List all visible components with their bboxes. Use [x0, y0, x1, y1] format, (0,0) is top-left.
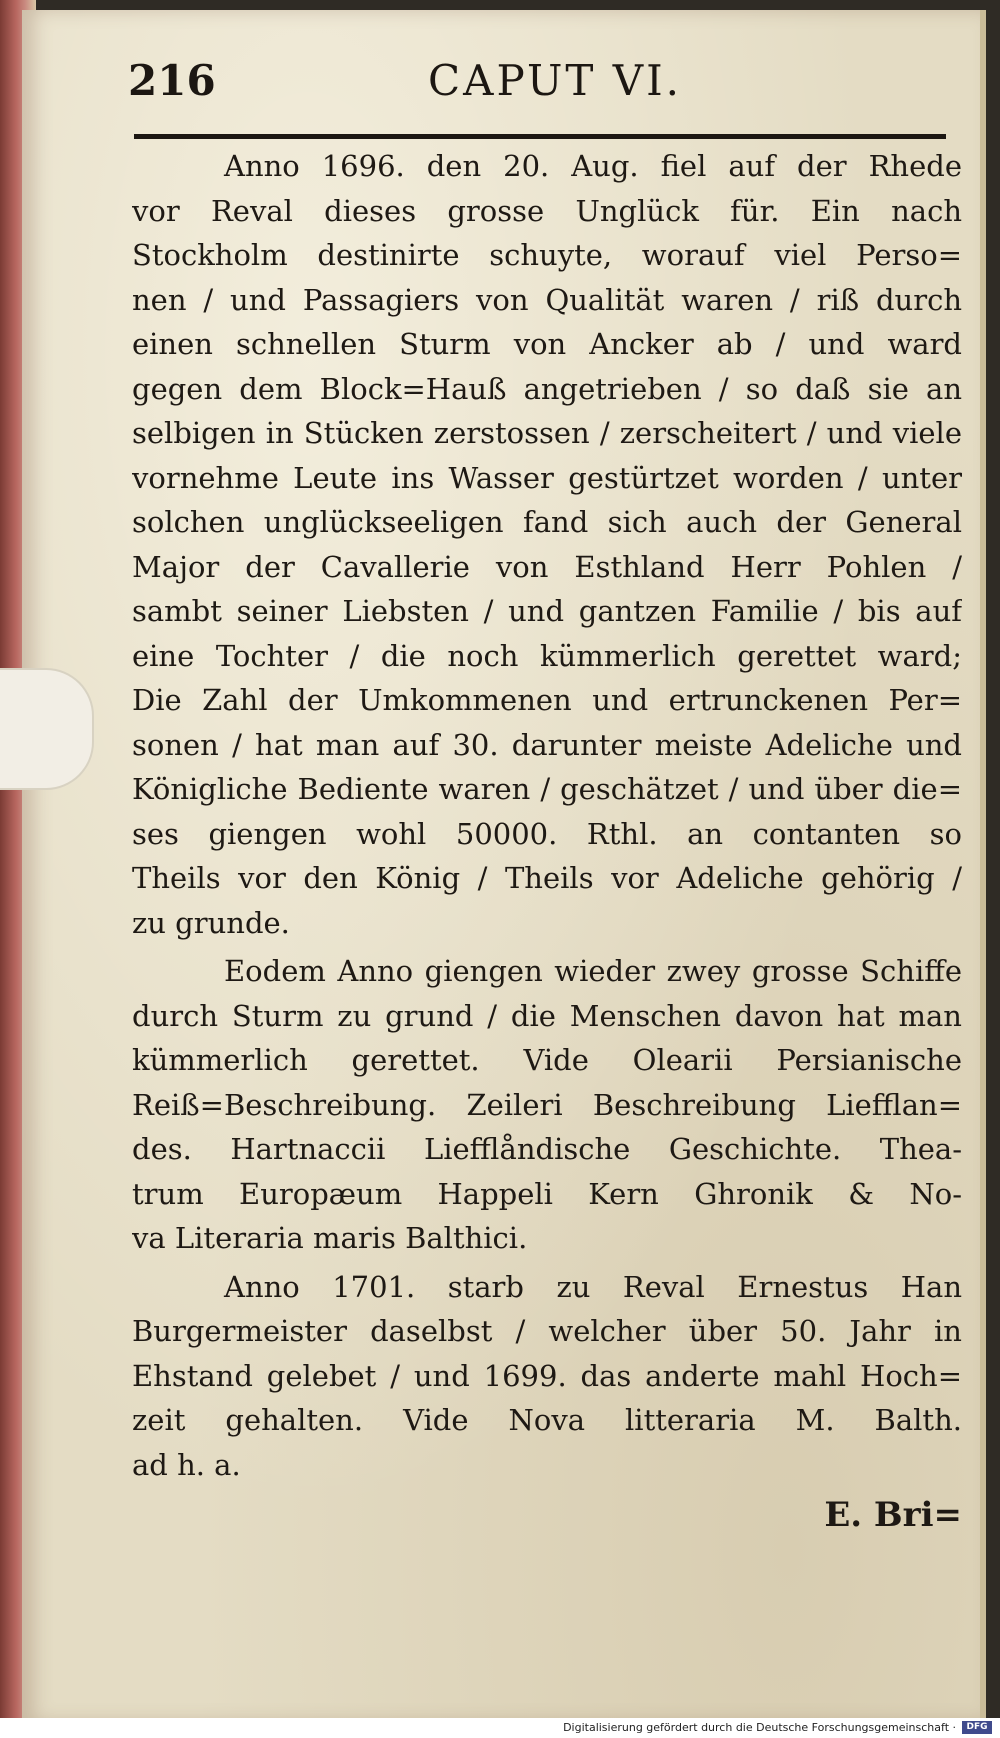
- text-line: Reiß=Beschreibung. Zeileri Beschreibung Liefflan=: [132, 1087, 962, 1122]
- text-line: sonen / hat man auf 30. darunter meiste Adeliche und: [132, 727, 962, 762]
- text-line: eine Tochter / die noch kümmerlich gerettet ward;: [132, 638, 962, 673]
- text-line: Burgermeister daselbst / welcher über 50. Jahr in: [132, 1314, 962, 1348]
- text-line: selbigen in Stücken zerstossen / zerscheitert / und viele: [132, 416, 962, 450]
- text-line: zeit gehalten. Vide Nova litteraria M. Balth.: [132, 1403, 962, 1437]
- text-line: ses giengen wohl 50000. Rthl. an contanten so: [132, 816, 962, 851]
- funding-credit: Digitalisierung gefördert durch die Deutsche Forschungsgemeinschaft ·: [563, 1721, 956, 1734]
- text-line: Die Zahl der Umkommenen und ertrunckenen Per=: [132, 683, 962, 717]
- text-line: vornehme Leute ins Wasser gestürtzet worden / unter: [132, 460, 962, 495]
- header-rule: [134, 134, 946, 139]
- page-number: 216: [128, 56, 216, 105]
- paragraph: [132, 1265, 962, 1488]
- text-line: nen / und Passagiers von Qualität waren / riß durch: [132, 282, 962, 317]
- dfg-logo-icon: DFG: [962, 1721, 992, 1734]
- text-line: Eodem Anno giengen wieder zwey grosse Schiffe: [224, 954, 962, 988]
- text-line: vor Reval dieses grosse Unglück für. Ein nach: [132, 193, 962, 228]
- text-line: Anno 1696. den 20. Aug. fiel auf der Rhede: [224, 149, 962, 183]
- paragraph: [132, 949, 962, 1261]
- text-line: gegen dem Block=Hauß angetrieben / so daß sie an: [132, 371, 962, 406]
- body-text: [132, 144, 962, 1538]
- text-line: Major der Cavallerie von Esthland Herr Pohlen /: [132, 549, 962, 584]
- paragraph: [132, 144, 962, 945]
- text-line: trum Europæum Happeli Kern Ghronik & No-: [132, 1176, 962, 1211]
- text-line: einen schnellen Sturm von Ancker ab / und ward: [132, 327, 962, 361]
- text-line: Ehstand gelebet / und 1699. das anderte mahl Hoch=: [132, 1358, 962, 1393]
- text-line: Anno 1701. starb zu Reval Ernestus Han: [224, 1269, 962, 1304]
- text-line: Königliche Bediente waren / geschätzet / und über die=: [132, 772, 962, 806]
- text-line: durch Sturm zu grund / die Menschen davon hat man: [132, 998, 962, 1033]
- page-header: [128, 56, 964, 116]
- text-line: va Literaria maris Balthici.: [132, 1221, 528, 1255]
- digitization-footer: [0, 1718, 1000, 1738]
- text-line: Theils vor den König / Theils vor Adeliche gehörig /: [132, 861, 962, 895]
- text-line: zu grunde.: [132, 905, 290, 940]
- bookmark-tab: [0, 668, 94, 790]
- text-line: Stockholm destinirte schuyte, worauf viel Perso=: [132, 238, 962, 272]
- text-line: sambt seiner Liebsten / und gantzen Familie / bis auf: [132, 594, 962, 628]
- text-line: des. Hartnaccii Liefflåndische Geschichte. Thea-: [132, 1132, 962, 1166]
- text-line: solchen unglückseeligen fand sich auch der General: [132, 505, 962, 539]
- text-line: ad h. a.: [132, 1447, 241, 1482]
- text-line: kümmerlich gerettet. Vide Olearii Persianische: [132, 1043, 962, 1077]
- running-head: CAPUT VI.: [428, 56, 683, 105]
- catchword: E. Bri=: [824, 1495, 962, 1535]
